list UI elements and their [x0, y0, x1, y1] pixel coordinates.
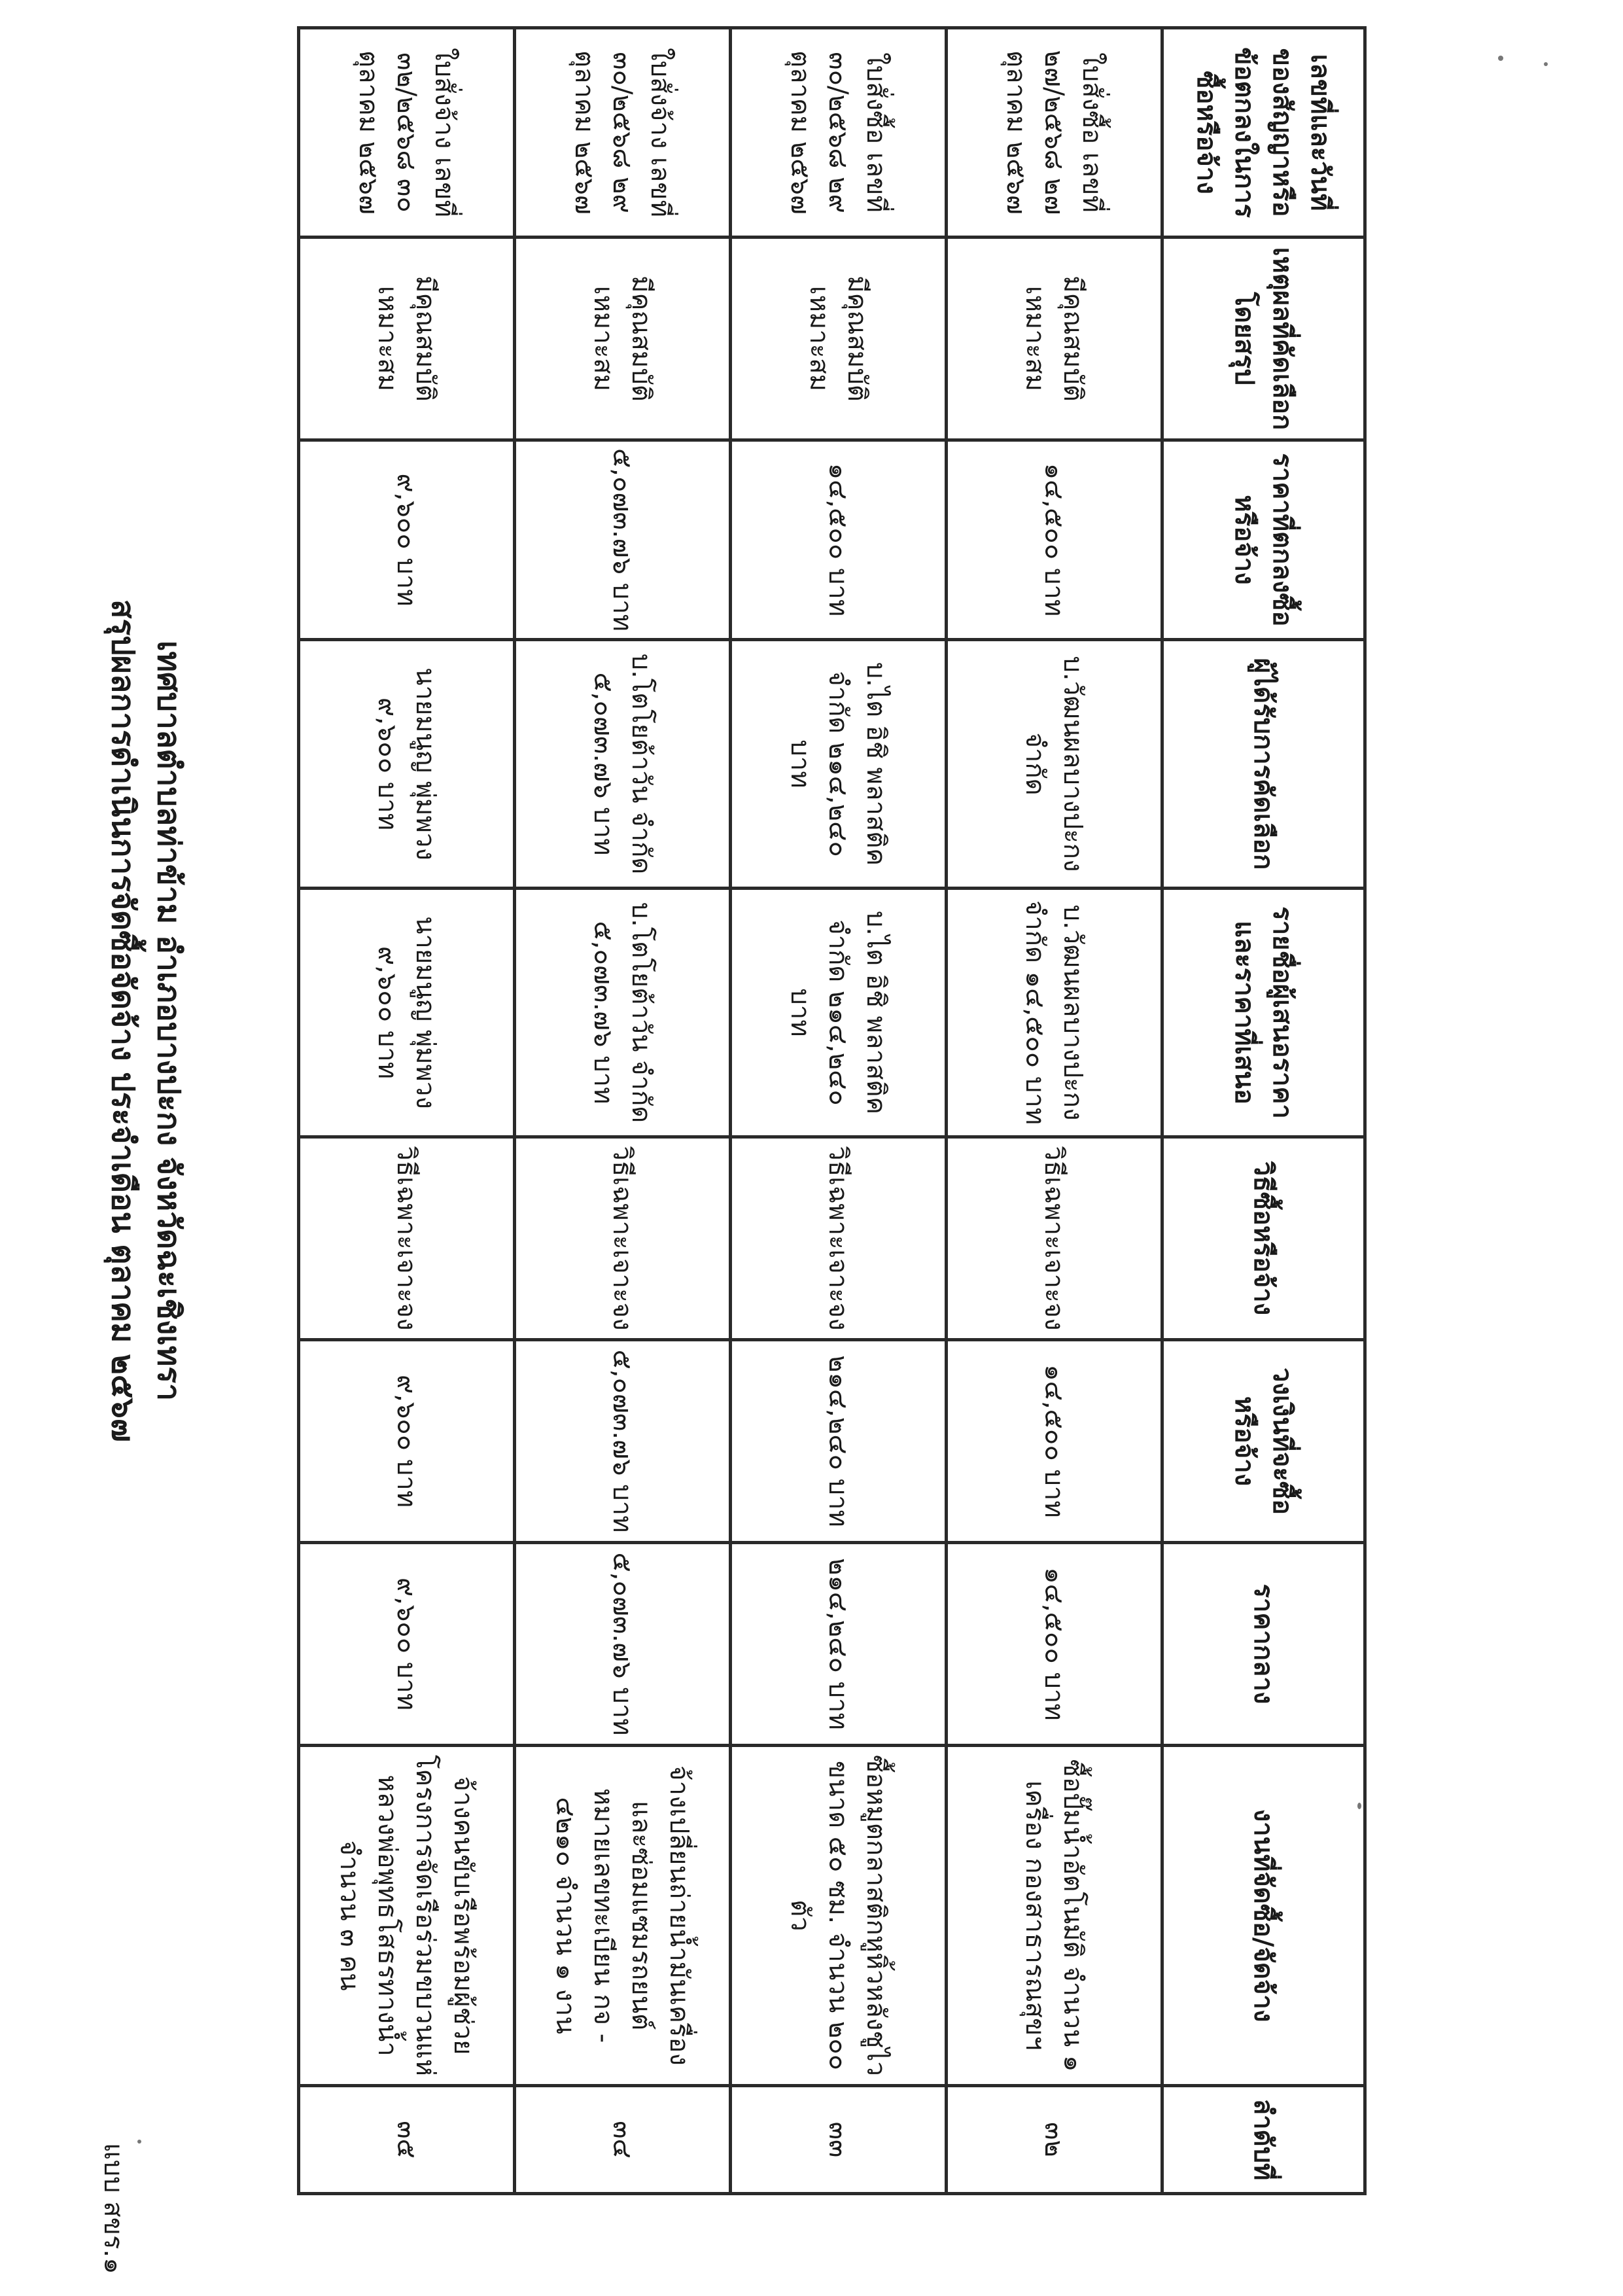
table-row — [515, 28, 731, 2194]
header-winner: ผู้ได้รับการคัดเลือก — [1162, 640, 1365, 889]
cell-contract: ใบสั่งซื้อ เลขที่ ๓๐/๒๕๖๘ ๒๙ ตุลาคม ๒๕๖๗ — [731, 28, 947, 238]
table-row — [731, 28, 947, 2194]
header-reason: เหตุผลที่คัดเลือกโดยสรุป — [1162, 238, 1365, 440]
cell-budget: ๒๑๔,๒๔๐ บาท — [731, 1340, 947, 1543]
cell-agreed-price: ๕,๐๗๓.๗๖ บาท — [515, 440, 731, 640]
cell-agreed-price: ๙,๖๐๐ บาท — [299, 440, 515, 640]
header-row — [1162, 28, 1365, 2194]
cell-winner: บ.โตโยต้าวัน จำกัด ๕,๐๗๓.๗๖ บาท — [515, 640, 731, 889]
header-median-price: ราคากลาง — [1162, 1543, 1365, 1746]
cell-agreed-price: ๑๔,๕๐๐ บาท — [947, 440, 1162, 640]
cell-reason: มีคุณสมบัติเหมาะสม — [947, 238, 1162, 440]
cell-median-price: ๒๑๔,๒๔๐ บาท — [731, 1543, 947, 1746]
scan-speck — [1498, 56, 1503, 61]
table-row — [947, 28, 1162, 2194]
cell-contract: ใบสั่งจ้าง เลขที่ ๓๒/๒๕๖๘ ๓๐ ตุลาคม ๒๕๖๗ — [299, 28, 515, 238]
cell-no: ๓๕ — [299, 2086, 515, 2194]
scan-speck — [1357, 1803, 1361, 1809]
cell-no: ๓๒ — [947, 2086, 1162, 2194]
header-contract: เลขที่และวันที่ของสัญญาหรือข้อตกลงในการซื้อหรือจ้าง — [1162, 28, 1365, 238]
report-title: สรุปผลการดำเนินการจัดซื้อจัดจ้าง ประจำเดือน ตุลาคม ๒๕๖๗ — [105, 599, 141, 1442]
cell-work: ซื้อปั๊มน้ำอัตโนมัติ จำนวน ๑ เครื่อง กองสาธารณสุขฯ — [947, 1746, 1162, 2086]
table-row — [299, 28, 515, 2194]
cell-winner: บ.ไต อิชิ พลาสติค จำกัด ๒๑๔,๒๔๐ บาท — [731, 640, 947, 889]
cell-median-price: ๙,๖๐๐ บาท — [299, 1543, 515, 1746]
cell-work: ซื้อหมูตกลาสติกหูหิ้วหลังชูไว ขนาด ๕๐ ซม. จำนวน ๒๐๐ ตัว — [731, 1746, 947, 2086]
form-code: แบบ สขร.๑ — [98, 2143, 128, 2274]
scan-speck — [1544, 62, 1548, 66]
cell-winner: บ.วัฒนผลบางปะกง จำกัด — [947, 640, 1162, 889]
cell-bidders: บ.ไต อิชิ พลาสติค จำกัด ๒๑๔,๒๔๐ บาท — [731, 889, 947, 1137]
header-agreed-price: ราคาที่ตกลงซื้อหรือจ้าง — [1162, 440, 1365, 640]
cell-no: ๓๔ — [515, 2086, 731, 2194]
cell-reason: มีคุณสมบัติเหมาะสม — [515, 238, 731, 440]
cell-work: จ้างคนขับเรือพร้อมผู้ช่วยโครงการจัดเรือร่วมขบวนแห่หลวงพ่อพุทธโสธรทางน้ำ จำนวน ๓ คน — [299, 1746, 515, 2086]
cell-method: วิธีเฉพาะเจาะจง — [947, 1137, 1162, 1340]
cell-agreed-price: ๑๔,๕๐๐ บาท — [731, 440, 947, 640]
cell-reason: มีคุณสมบัติเหมาะสม — [299, 238, 515, 440]
cell-winner: นายมนูญ พุ่มพวง ๙,๖๐๐ บาท — [299, 640, 515, 889]
cell-method: วิธีเฉพาะเจาะจง — [299, 1137, 515, 1340]
scan-speck — [137, 2140, 141, 2144]
cell-budget: ๕,๐๗๓.๗๖ บาท — [515, 1340, 731, 1543]
cell-contract: ใบสั่งซื้อ เลขที่ ๒๗/๒๕๖๘ ๒๗ ตุลาคม ๒๕๖๗ — [947, 28, 1162, 238]
cell-median-price: ๕,๐๗๓.๗๖ บาท — [515, 1543, 731, 1746]
cell-method: วิธีเฉพาะเจาะจง — [515, 1137, 731, 1340]
header-work: งานที่จัดซื้อ/จัดจ้าง — [1162, 1746, 1365, 2086]
header-bidders: รายชื่อผู้เสนอราคาและราคาที่เสนอ — [1162, 889, 1365, 1137]
cell-median-price: ๑๔,๕๐๐ บาท — [947, 1543, 1162, 1746]
cell-bidders: บ.โตโยต้าวัน จำกัด ๕,๐๗๓.๗๖ บาท — [515, 889, 731, 1137]
report-subtitle: เทศบาลตำบลท่าข้าม อำเภอบางปะกง จังหวัดฉะเชิงเทรา — [150, 640, 187, 1402]
cell-work: จ้างเปลี่ยนถ่ายน้ำมันเครื่องและซ่อมแซมรถยนต์ หมายเลขทะเบียน กจ - ๔๒๑๐ จำนวน ๑ งาน — [515, 1746, 731, 2086]
cell-bidders: นายมนูญ พุ่มพวง ๙,๖๐๐ บาท — [299, 889, 515, 1137]
header-no: ลำดับที่ — [1162, 2086, 1365, 2194]
cell-method: วิธีเฉพาะเจาะจง — [731, 1137, 947, 1340]
cell-budget: ๙,๖๐๐ บาท — [299, 1340, 515, 1543]
header-method: วิธีซื้อหรือจ้าง — [1162, 1137, 1365, 1340]
procurement-table — [297, 26, 1367, 2195]
cell-budget: ๑๔,๕๐๐ บาท — [947, 1340, 1162, 1543]
cell-reason: มีคุณสมบัติเหมาะสม — [731, 238, 947, 440]
cell-contract: ใบสั่งจ้าง เลขที่ ๓๐/๒๕๖๘ ๒๙ ตุลาคม ๒๕๖๗ — [515, 28, 731, 238]
header-budget: วงเงินที่จะซื้อหรือจ้าง — [1162, 1340, 1365, 1543]
cell-bidders: บ.วัฒนผลบางปะกง จำกัด ๑๔,๕๐๐ บาท — [947, 889, 1162, 1137]
cell-no: ๓๓ — [731, 2086, 947, 2194]
